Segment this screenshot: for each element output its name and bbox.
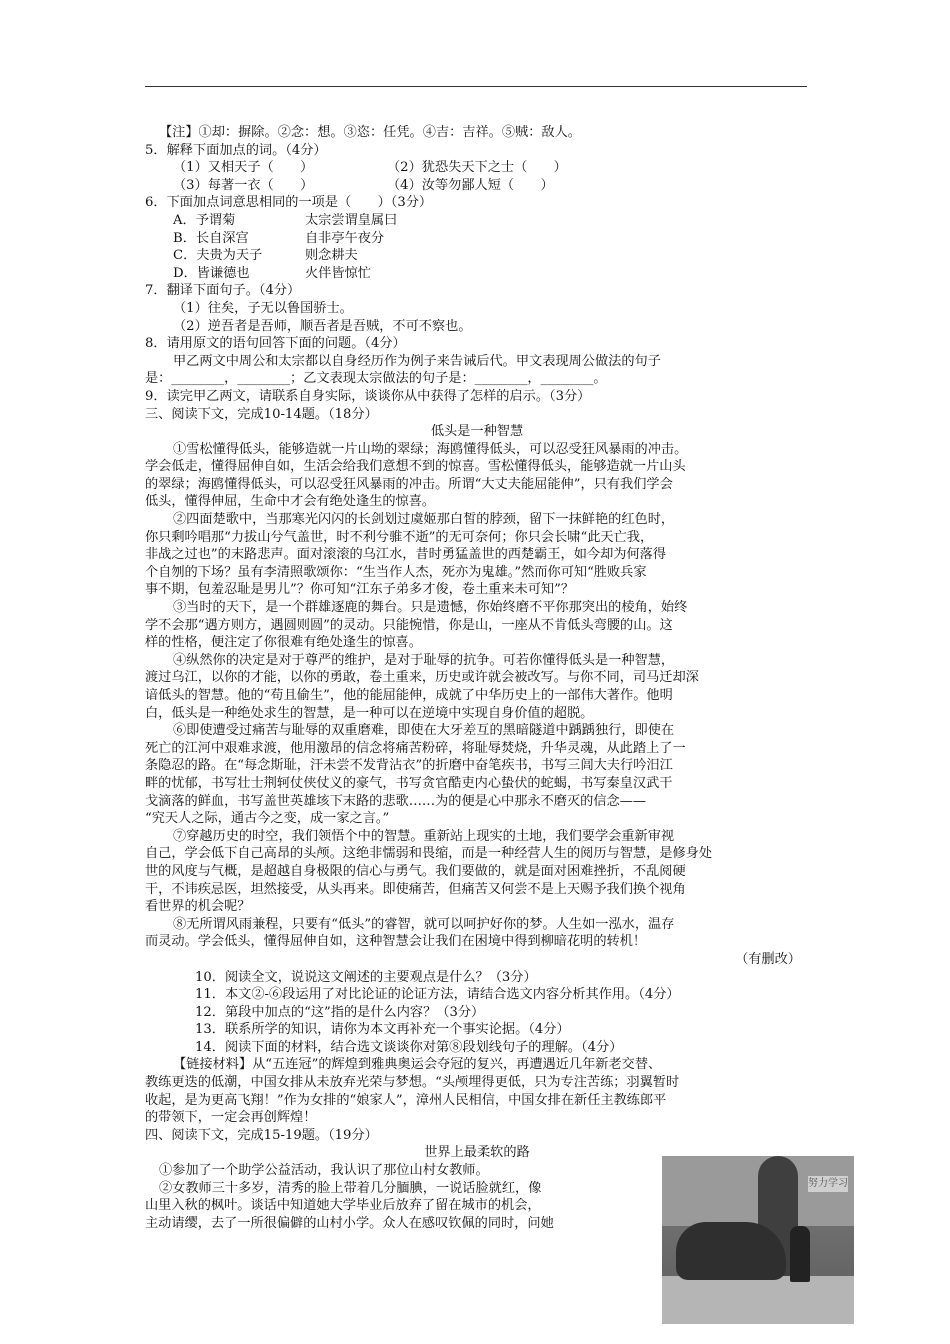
text-line: ②四面楚歌中，当那寒光闪闪的长剑划过虞姬那白皙的脖颈，留下一抹鲜艳的红色时，	[173, 512, 675, 528]
option-right: 自非亭午夜分	[305, 230, 385, 246]
text-line: “究天人之际，通古今之变，成一家之言。”	[145, 811, 390, 827]
option-left: B．长自深宫	[173, 230, 249, 246]
header-rule	[145, 86, 807, 87]
text-line: 山里入秋的枫叶。谈话中知道她大学毕业后放弃了留在城市的机会，	[145, 1198, 541, 1214]
photo-teacher	[790, 1226, 810, 1282]
text-line: 学不会那“遇方则方，遇圆则圆”的灵动。只能惋惜，你是山，一座从不肯低头弯腰的山。这	[145, 617, 673, 633]
text-line: ③当时的天下，是一个群雄逐鹿的舞台。只是遗憾，你始终磨不平你那突出的棱角，始终	[173, 600, 688, 616]
text-line: 7．翻译下面句子。（4分）	[145, 283, 301, 299]
text-line: 四、阅读下文，完成15-19题。（19分）	[145, 1127, 378, 1143]
text-line: 收起，是为更高飞翔！”作为女排的“娘家人”，漳州人民相信，中国女排在新任主教练郎平	[145, 1092, 667, 1108]
option-left: C．夫贵为天子	[173, 248, 263, 264]
text-line: 9．读完甲乙两文，请联系自身实际，谈谈你从中获得了怎样的启示。（3分）	[145, 388, 591, 404]
exam-page	[145, 124, 809, 1232]
photo-ground	[662, 1276, 854, 1324]
text-line: ④纵然你的决定是对于尊严的维护，是对于耻辱的抗争。可若你懂得低头是一种智慧，	[173, 652, 675, 668]
text-line: 【注】①却：摒除。②念：想。③恣：任凭。④吉：吉祥。⑤贼：敌人。	[159, 125, 581, 140]
question-blank: （1）又相天子（ ）	[173, 160, 314, 176]
text-line: 【链接材料】从“五连冠”的辉煌到雅典奥运会夺冠的复兴，再遭遇近几年新老交替、	[173, 1057, 662, 1073]
text-line: ⑥即使遭受过痛苦与耻辱的双重磨难，即使在大牙差互的黑暗隧道中踽踽独行，即使在	[173, 723, 675, 739]
text-line: 世界上最柔软的路	[424, 1145, 530, 1161]
text-line: 你只剩吟唱那“力拔山兮气盖世，时不利兮骓不逝”的无可奈何；你只会长啸“此天亡我，	[145, 529, 654, 545]
text-line: 主动请缨，去了一所很偏僻的山村小学。众人在感叹钦佩的同时，问她	[145, 1215, 554, 1231]
text-line: ②女教师三十多岁，清秀的脸上带着几分腼腆，一说话脸就红，像	[159, 1180, 542, 1196]
text-line: 低头是一种智慧	[430, 424, 524, 440]
question-blank: （2）犹恐失天下之士（ ）	[387, 160, 567, 176]
text-line: 渡过乌江，以你的才能，以你的勇敢，卷土重来，历史或许就会被改写。与你不同，司马迁却深	[145, 670, 699, 686]
question-blank: （3）每著一衣（ ）	[173, 177, 314, 193]
text-line: 事不期，包羞忍耻是男儿”？你可知“江东子弟多才俊，卷土重来未可知”？	[145, 582, 575, 598]
text-line: 8．请用原文的语句回答下面的问题。（4分）	[145, 336, 406, 352]
option-left: D．皆谦德也	[173, 265, 250, 281]
text-line	[145, 265, 809, 283]
text-line: 教练更迭的低潮，中国女排从未放弃光荣与梦想。“头颅埋得更低，只为专注苦练；羽翼暂时	[145, 1075, 680, 1091]
illustration-photo	[662, 1156, 854, 1324]
photo-sign: 努力学习	[808, 1176, 848, 1192]
option-right: 则念耕夫	[305, 248, 358, 264]
photo-students	[676, 1222, 786, 1280]
text-line: 是：________，________；乙文表现太宗做法的句子是：________，________。	[145, 371, 607, 387]
text-line: 畔的忧郁，书写壮士荆轲仗侠仗义的豪气，书写贪官酷吏内心蛰伏的蛇蝎，书写秦皇汉武干	[145, 775, 673, 791]
option-right: 太宗尝谓皇属曰	[305, 212, 398, 228]
text-line: 死亡的江河中艰难求渡，他用激昂的信念将痛苦粉碎，将耻辱焚烧，升华灵魂，从此踏上了一	[145, 740, 686, 756]
text-line: ⑦穿越历史的时空，我们领悟个中的智慧。重新站上现实的土地，我们要学会重新审视	[173, 828, 675, 844]
text-line	[145, 159, 809, 177]
text-line: 样的性格，便注定了你很难有绝处逢生的惊喜。	[145, 635, 422, 651]
text-line: 而灵动。学会低头，懂得屈伸自如，这种智慧会让我们在困境中得到柳暗花明的转机！	[145, 934, 647, 950]
text-line	[145, 247, 809, 265]
text-line: 个自刎的下场？虽有李清照歌颂你：“生当作人杰，死亦为鬼雄。”然而你可知“胜败兵家	[145, 564, 647, 580]
text-line: （1）往矣，子无以鲁国骄士。	[173, 300, 353, 316]
text-line: 戈滴落的鲜血，书写盖世英雄垓下末路的悲歌……为的便是心中那永不磨灭的信念——	[145, 793, 647, 809]
text-line: ⑧无所谓风雨兼程，只要有“低头”的睿智，就可以呵护好你的梦。人生如一泓水，温存	[173, 916, 675, 932]
text-line: ①参加了一个助学公益活动，我认识了那位山村女教师。	[159, 1163, 489, 1179]
text-line: 5．解释下面加点的词。（4分）	[145, 142, 327, 158]
text-line: ①雪松懂得低头，能够造就一片山坳的翠绿；海鸥懂得低头，可以忍受狂风暴雨的冲击。	[173, 441, 688, 457]
text-line: 白，低头是一种绝处求生的智慧，是一种可以在逆境中实现自身价值的超脱。	[145, 705, 594, 721]
text-line: 条隐忍的路。在“每念斯耻，汗未尝不发背沾衣”的折磨中奋笔疾书，书写三闾大夫行吟汨江	[145, 758, 673, 774]
text-line: 的带领下，一定会再创辉煌！	[145, 1110, 317, 1126]
text-line: 学会低走，懂得屈伸自如，生活会给我们意想不到的惊喜。雪松懂得低头，能够造就一片山头	[145, 459, 686, 475]
text-line: 10．阅读全文，说说这文阐述的主要观点是什么？（3分）	[195, 969, 537, 985]
text-line: 12．第段中加点的“这”指的是什么内容？（3分）	[195, 1004, 485, 1020]
option-right: 火伴皆惊忙	[305, 265, 371, 281]
text-line: 甲乙两文中周公和太宗都以自身经历作为例子来告诫后代。甲文表现周公做法的句子	[173, 353, 661, 369]
text-line: 非战之过也”的末路悲声。面对滚滚的乌江水，昔时勇猛盖世的西楚霸王，如今却为何落得	[145, 547, 667, 563]
text-line: 自己，学会低下自己高昂的头颅。这绝非懦弱和畏缩，而是一种经营人生的阅历与智慧，是修身处	[145, 846, 713, 862]
text-line: 三、阅读下文，完成10-14题。（18分）	[145, 406, 378, 422]
text-line: 干，不讳疾忌医，坦然接受，从头再来。即使痛苦，但痛苦又何尝不是上天赐予我们换个视角	[145, 881, 686, 897]
text-line: 13．联系所学的知识，请你为本文再补充一个事实论据。（4分）	[195, 1022, 570, 1038]
text-line: 世的风度与气概，是超越自身极限的信心与勇气。我们要做的，就是面对困难挫折，不乱阅硬	[145, 863, 686, 879]
text-line	[145, 212, 809, 230]
text-line: 6．下面加点词意思相同的一项是（ ）（3分）	[145, 195, 433, 211]
text-line: 11．本文②-⑥段运用了对比论证的论证方法，请结合选文内容分析其作用。（4分）	[195, 987, 680, 1003]
text-line	[145, 177, 809, 195]
text-line: 谙低头的智慧。他的“苟且偷生”，他的能屈能伸，成就了中华历史上的一部伟大著作。他明	[145, 688, 673, 703]
text-line: 低头，懂得伸屈，生命中才会有绝处逢生的惊喜。	[145, 494, 436, 510]
text-line	[145, 230, 809, 248]
question-blank: （4）汝等勿鄙人短（ ）	[387, 177, 554, 193]
text-line: 的翠绿；海鸥懂得低头，可以忍受狂风暴雨的冲击。所谓“大丈夫能屈能伸”，只有我们学会	[145, 476, 673, 492]
option-left: A．予谓菊	[173, 212, 236, 228]
text-line: （有删改）	[735, 951, 801, 967]
text-line: 看世界的机会呢？	[145, 899, 251, 915]
text-line: 14．阅读下面的材料，结合选文谈谈你对第⑧段划线句子的理解。（4分）	[195, 1039, 623, 1055]
text-line: （2）逆吾者是吾师，顺吾者是吾贼，不可不察也。	[173, 318, 472, 334]
